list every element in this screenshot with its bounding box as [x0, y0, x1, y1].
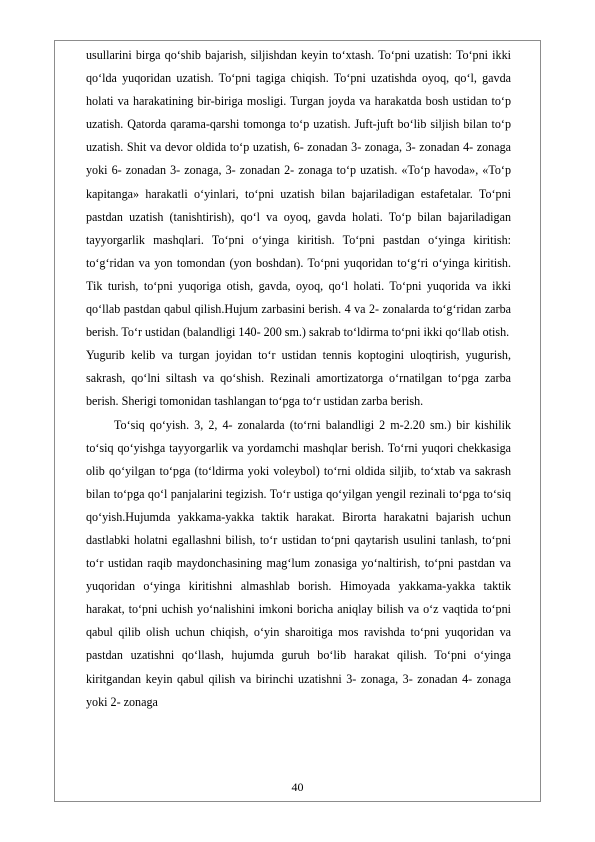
- paragraph-blocking: To‘siq qo‘yish. 3, 2, 4- zonalarda (to‘rni balandligi 2 m-2.20 sm.) bir kishilik to‘siq qo‘yishga tayyorgarlik va yordamchi mashqlar berish. To‘rni yuqori chekkasiga olib qo‘yilgan to‘pga (to‘ldirma yoki voleybol) to‘rni oldida siljib, to‘xtab va sakrash bilan to‘pga qo‘l panjalarini tegizish. To‘r ustiga qo‘yilgan yengil rezinali to‘pga to‘siq qo‘yish.Hujumda yakkama-yakka taktik harakat. Birorta harakatni bajarish uchun dastlabki holatni egallashni bilish, to‘r ustidan to‘pni qaytarish usulini tanlash, to‘pni to‘r ustidan raqib maydonchasining mag‘lum zonasiga yo‘naltirish, to‘pni pastdan va yuqoridan o‘yinga kiritishni almashlab borish. Himoyada yakkama-yakka taktik harakat, to‘pni uchish yo‘nalishini imkoni boricha aniqlay bilish va o‘z vaqtida to‘pni qabul qilib olish uchun chiqish, o‘yin sharoitiga mos ravishda to‘pni yuqoridan va pastdan uzatishni qo‘llash, hujumda guruh bo‘lib harakat qilish. To‘pni o‘yinga kiritgandan keyin qabul qilish va birinchi uzatishni 3- zonaga, 3- zonadan 4- zonaga yoki 2- zonaga: [86, 417, 511, 709]
- paragraph-volleyball-passing: usullarini birga qo‘shib bajarish, siljishdan keyin to‘xtash. To‘pni uzatish: To‘pni ikki qo‘lda yuqoridan uzatish. To‘pni tagiga chiqish. To‘pni uzatishda oyoq, qo‘l, gavda holati va harakatining bir-biriga mosligi. Turgan joyda va harakatda bosh ustidan to‘p uzatish. Qatorda qarama-qarshi tomonga to‘p uzatish. Juft-juft bo‘lib siljish bilan to‘p uzatish. Shit va devor oldida to‘p uzatish, 6- zonadan 3- zonaga, 3- zonadan 4- zonaga yoki 6- zonadan 3- zonaga, 3- zonadan 2- zonaga to‘p uzatish. «To‘p havoda», «To‘p kapitanga» harakatli o‘yinlari, to‘pni uzatish bilan bajariladigan estafetalar. To‘pni pastdan uzatish (tanishtirish), qo‘l va oyoq, gavda holati. To‘p bilan bajariladigan tayyorgarlik mashqlari. To‘pni o‘yinga kiritish. To‘pni pastdan o‘yinga kiritish: to‘g‘ridan va yon tomondan (yon boshdan). To‘pni yuqoridan to‘g‘ri o‘yinga kiritish. Tik turish, to‘pni yuqoriga otish, gavda, oyoq, qo‘l holati. To‘pni yuqorida va ikki qo‘llab pastdan qabul qilish.Hujum zarbasini berish. 4 va 2- zonalarda to‘g‘ridan zarba berish. To‘r ustidan (balandligi 140- 200 sm.) sakrab to‘ldirma to‘pni ikki qo‘llab otish.: [86, 48, 511, 340]
- document-body: [86, 44, 511, 714]
- paragraph-tennis-ball-throw: Yugurib kelib va turgan joyidan to‘r ustidan tennis koptogini uloqtirish, yugurish, sakrash, qo‘lni siltash va qo‘shish. Rezinali amortizatorga o‘rnatilgan to‘pga zarba berish. Sherigi tomonidan tashlangan to‘pga to‘r ustidan zarba berish.: [86, 348, 511, 409]
- page-number: 40: [291, 780, 304, 794]
